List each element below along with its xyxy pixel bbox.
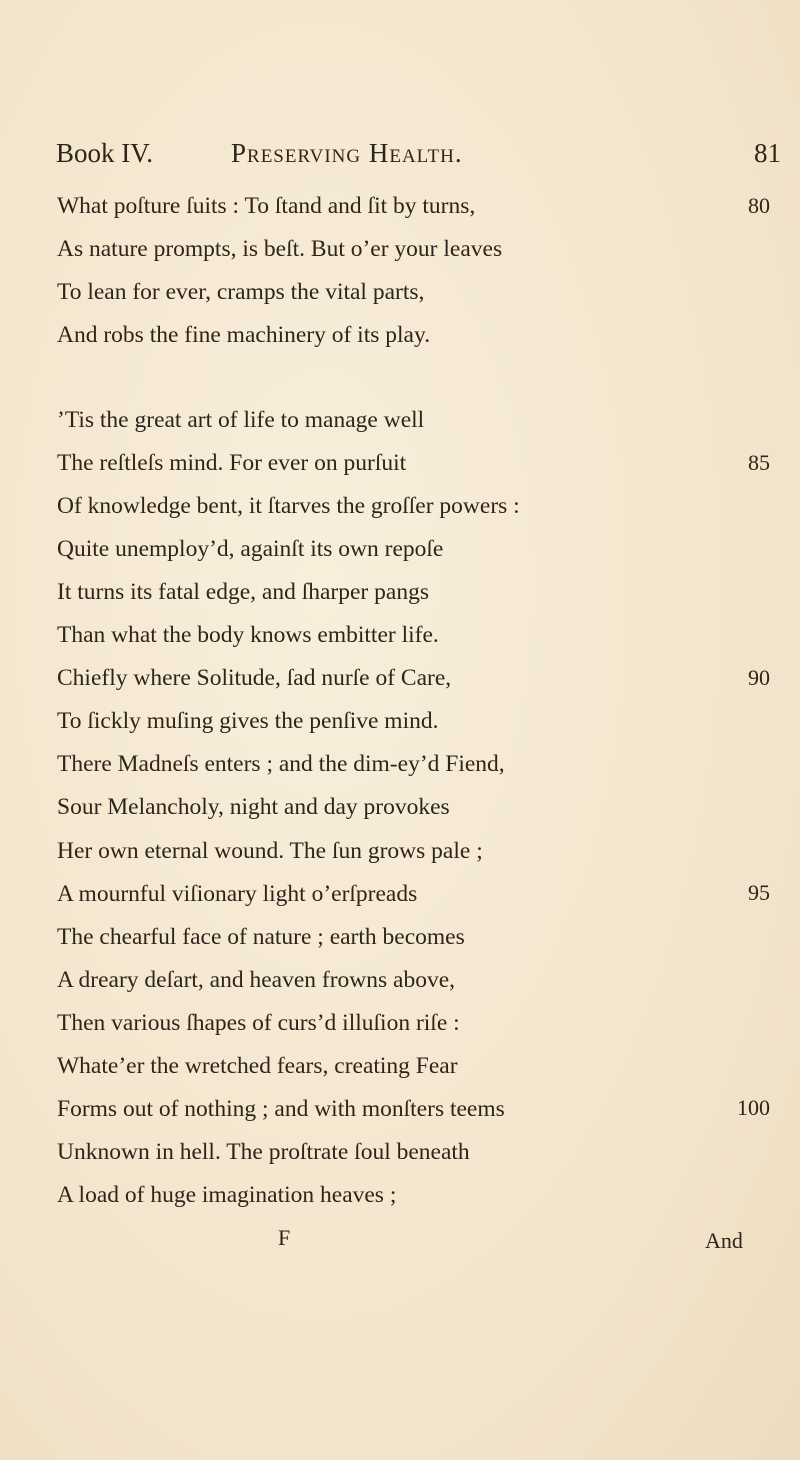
verse-line: Then various ſhapes of curs’d illuſion riſe : bbox=[57, 1009, 460, 1036]
verse-line: Unknown in hell. The proſtrate ſoul beneath bbox=[57, 1138, 470, 1165]
book-label: Book IV. bbox=[56, 138, 154, 168]
verse-line: Of knowledge bent, it ſtarves the groſſer powers : bbox=[57, 493, 520, 520]
verse-line: A dreary deſart, and heaven frowns above, bbox=[57, 966, 456, 993]
line-number: 85 bbox=[748, 450, 770, 475]
running-title: Preserving Health. bbox=[231, 138, 463, 168]
verse-line: And robs the fine machinery of its play. bbox=[57, 322, 431, 348]
verse-line: Than what the body knows embitter life. bbox=[57, 622, 439, 649]
line-number: 90 bbox=[748, 665, 770, 690]
running-header bbox=[56, 138, 781, 174]
line-number: 80 bbox=[748, 193, 770, 218]
verse-line: Chiefly where Solitude, ſad nurſe of Care, bbox=[57, 665, 452, 692]
catchword: And bbox=[705, 1228, 743, 1253]
verse-line: A mournful viſionary light o’erſpreads bbox=[57, 880, 418, 907]
verse-line: As nature prompts, is beſt. But o’er your leaves bbox=[57, 236, 503, 262]
verse-line: Quite unemploy’d, againſt its own repoſe bbox=[57, 536, 444, 563]
verse-line: It turns its fatal edge, and ſharper pangs bbox=[57, 579, 429, 606]
signature-mark: F bbox=[278, 1225, 291, 1250]
verse-line: The chearful face of nature ; earth becomes bbox=[57, 923, 465, 950]
verse-line: To lean for ever, cramps the vital parts, bbox=[57, 279, 425, 305]
verse-line: Forms out of nothing ; and with monſters teems bbox=[57, 1095, 505, 1122]
verse-line: Whate’er the wretched fears, creating Fear bbox=[57, 1052, 458, 1079]
line-number: 100 bbox=[737, 1095, 770, 1120]
line-number: 95 bbox=[748, 880, 770, 905]
verse-line: To ſickly muſing gives the penſive mind. bbox=[57, 708, 439, 735]
verse-line: ’Tis the great art of life to manage well bbox=[57, 407, 425, 433]
verse-line: The reſtleſs mind. For ever on purſuit bbox=[57, 450, 407, 477]
page-number: 81 bbox=[754, 138, 781, 168]
verse-line: There Madneſs enters ; and the dim-ey’d Fiend, bbox=[57, 751, 505, 778]
verse-line: Her own eternal wound. The ſun grows pale ; bbox=[57, 837, 483, 864]
verse-line: A load of huge imagination heaves ; bbox=[57, 1181, 397, 1208]
verse-line: Sour Melancholy, night and day provokes bbox=[57, 794, 450, 821]
verse-line: What poſture ſuits : To ſtand and ſit by turns, bbox=[57, 193, 476, 219]
